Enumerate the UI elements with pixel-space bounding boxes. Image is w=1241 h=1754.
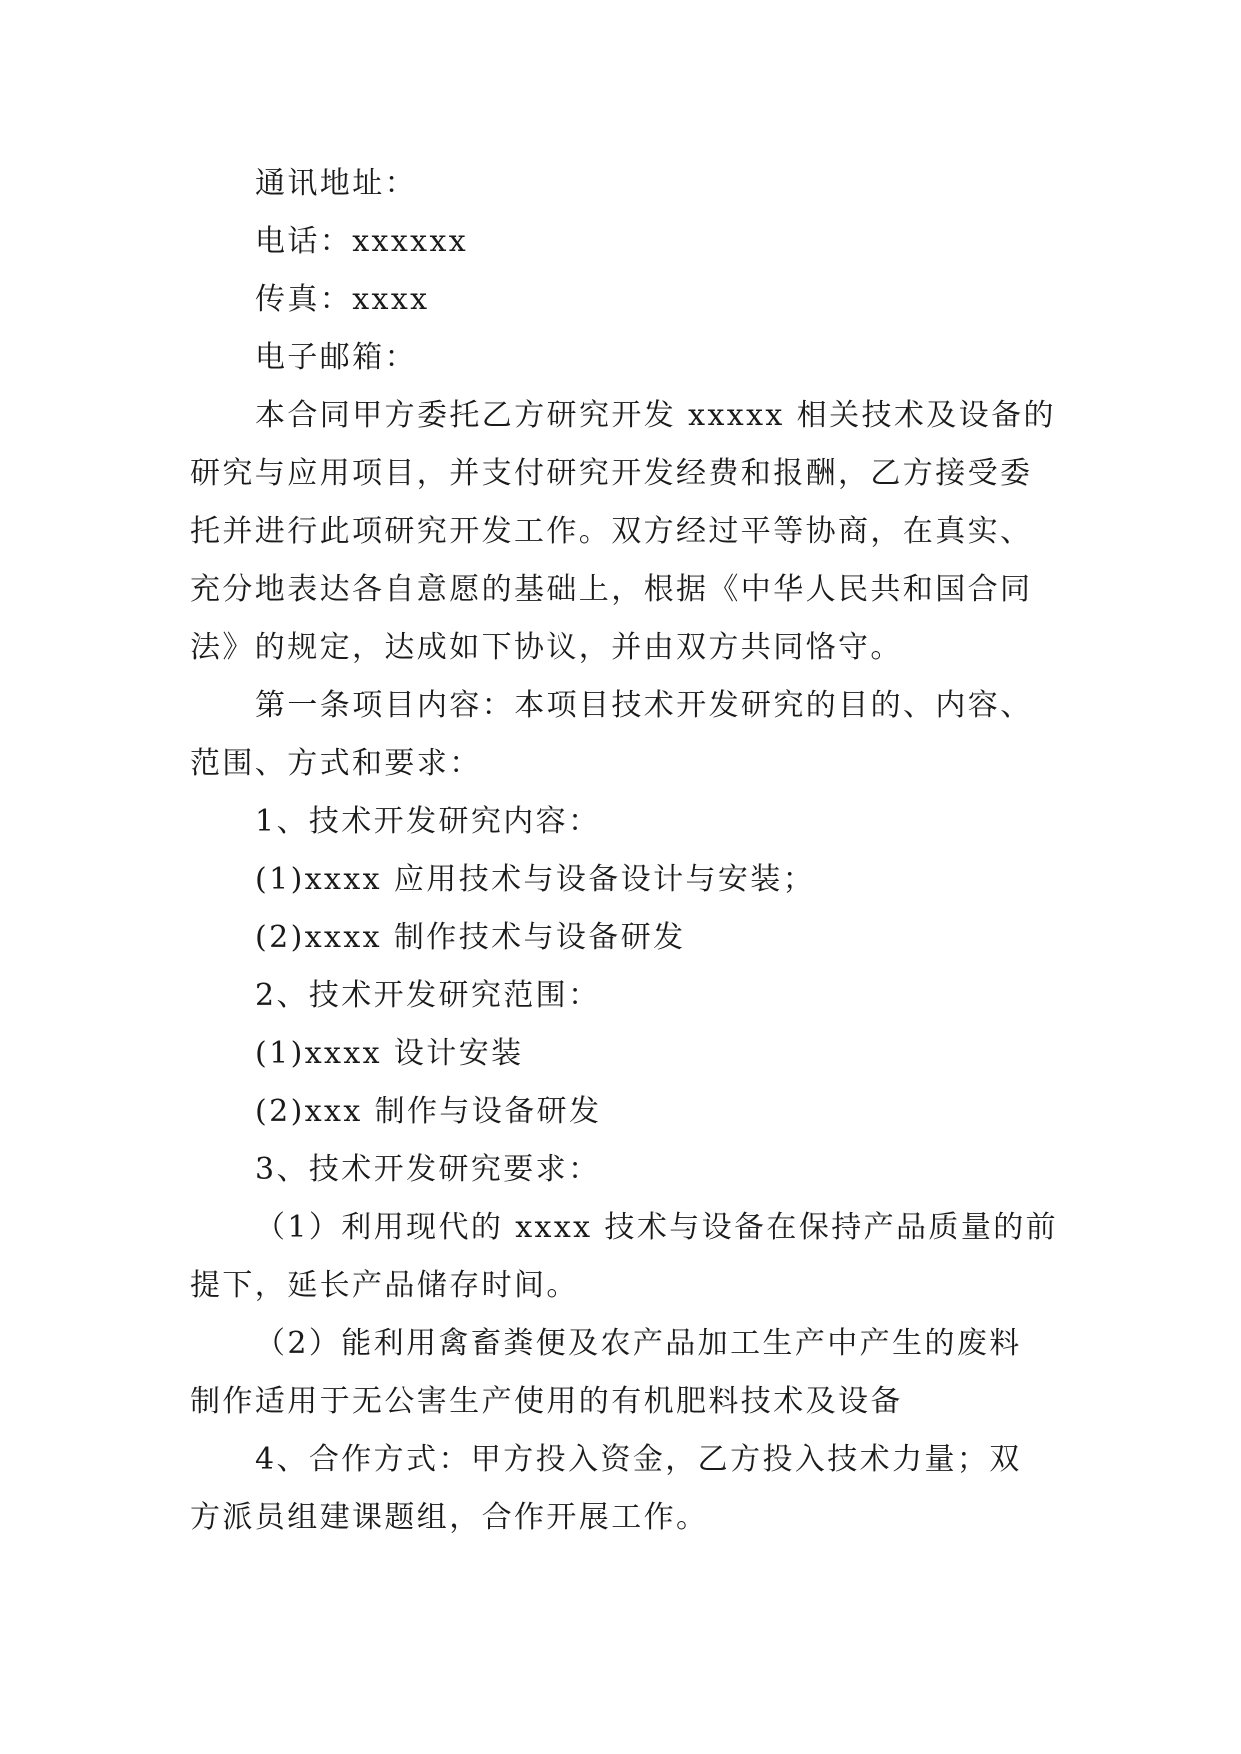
list-heading: 2、技术开发研究范围： [255,978,601,1013]
phone-line: 电话：xxxxxx [255,224,469,259]
list-heading: 1、技术开发研究内容： [255,804,601,839]
document-body [190,155,1060,1547]
paragraph-line: 方派员组建课题组，合作开展工作。 [190,1500,709,1535]
paragraph-line: 法》的规定，达成如下协议，并由双方共同恪守。 [190,630,903,665]
list-item: (1)xxxx 应用技术与设备设计与安装； [255,862,816,897]
list-heading: 4、合作方式：甲方投入资金，乙方投入技术力量；双 [255,1442,1022,1477]
email-line: 电子邮箱： [255,340,417,375]
paragraph-line: 提下，延长产品储存时间。 [190,1268,579,1303]
paragraph-line: 本合同甲方委托乙方研究开发 xxxxx 相关技术及设备的 [255,398,1056,433]
paragraph-line: 制作适用于无公害生产使用的有机肥料技术及设备 [190,1384,903,1419]
address-line: 通讯地址： [255,166,417,201]
list-item: (2)xxx 制作与设备研发 [255,1094,602,1129]
list-item: (2)xxxx 制作技术与设备研发 [255,920,686,955]
paragraph-line: 充分地表达各自意愿的基础上，根据《中华人民共和国合同 [190,572,1033,607]
fax-line: 传真：xxxx [255,282,430,317]
list-item: （2）能利用禽畜粪便及农产品加工生产中产生的废料 [255,1326,1022,1361]
list-item: （1）利用现代的 xxxx 技术与设备在保持产品质量的前 [255,1210,1059,1245]
list-item: (1)xxxx 设计安装 [255,1036,524,1071]
paragraph-line: 研究与应用项目，并支付研究开发经费和报酬，乙方接受委 [190,456,1033,491]
article-heading-line: 第一条项目内容：本项目技术开发研究的目的、内容、 [255,688,1033,723]
paragraph-line: 范围、方式和要求： [190,746,482,781]
list-heading: 3、技术开发研究要求： [255,1152,601,1187]
paragraph-line: 托并进行此项研究开发工作。双方经过平等协商，在真实、 [190,514,1033,549]
